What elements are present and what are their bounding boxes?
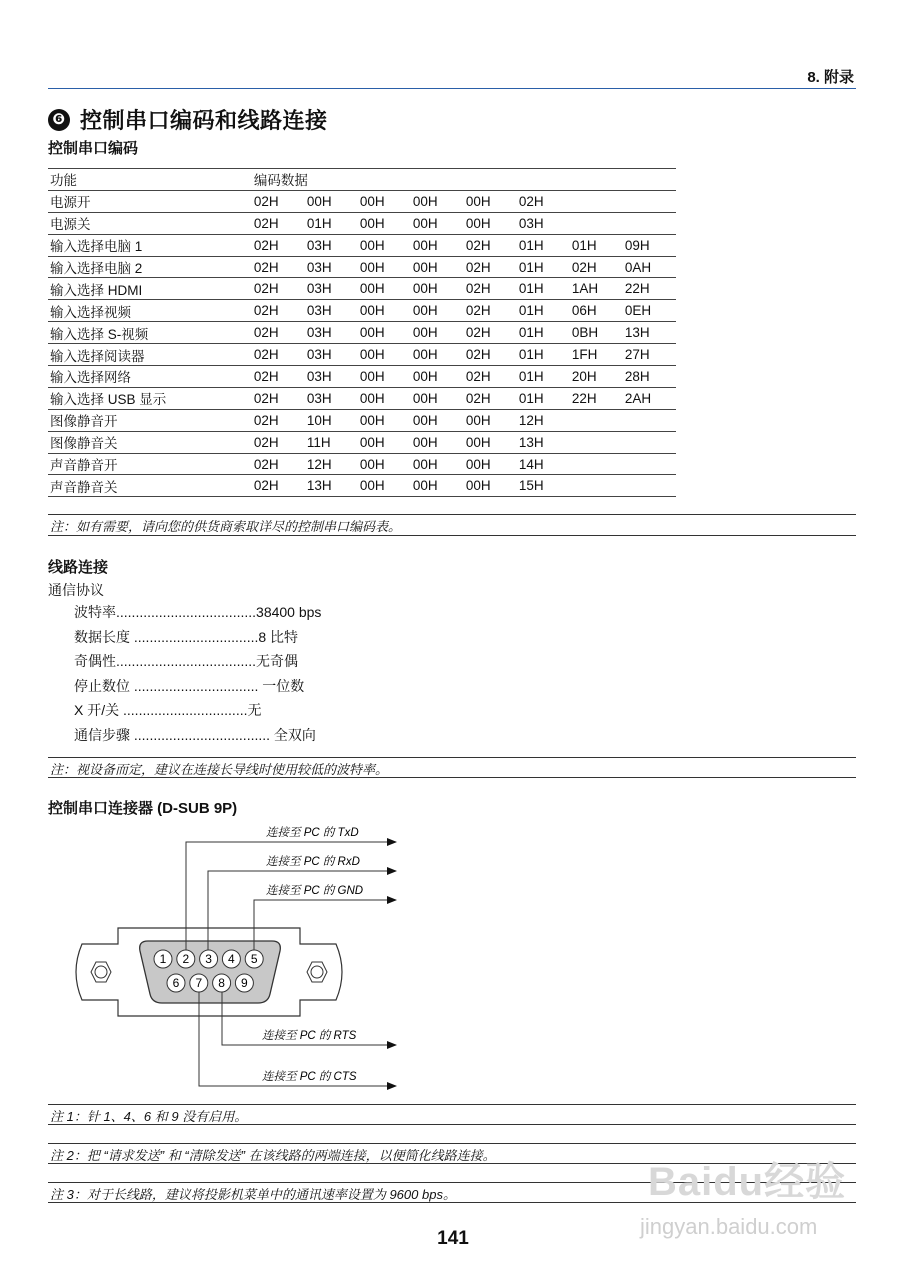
code-cell: 01H [570,234,623,256]
code-cell: 00H [411,453,464,475]
function-cell: 电源关 [48,212,252,234]
pin-7 [190,974,208,992]
code-cell: 00H [411,344,464,366]
code-cell: 02H [464,278,517,300]
function-cell: 输入选择 HDMI [48,278,252,300]
code-cell: 02H [252,212,305,234]
code-cell: 09H [623,234,676,256]
code-cell: 00H [358,322,411,344]
code-cell: 00H [411,190,464,212]
pin-2 [177,950,195,968]
code-cell: 01H [517,366,570,388]
code-cell: 00H [411,431,464,453]
function-cell: 声音静音关 [48,475,252,497]
code-cell: 22H [570,387,623,409]
code-cell: 00H [411,256,464,278]
pin-label: 2 [182,952,190,966]
chapter-label: 8. 附录 [807,69,854,86]
param-dots: .................................... [116,604,257,620]
code-cell: 13H [305,475,358,497]
code-cell: 03H [305,344,358,366]
code-cell: 03H [305,387,358,409]
code-cell: 00H [411,212,464,234]
param-dots: ................................ [133,628,259,645]
param-value: 38400 bps [256,604,322,620]
pin-9 [235,974,253,992]
code-cell: 00H [464,453,517,475]
code-cell: 02H [252,366,305,388]
code-cell: 02H [252,431,305,453]
pin-5 [245,950,263,968]
pin-label: 9 [241,976,248,990]
code-cell: 01H [517,344,570,366]
code-cell: 2AH [623,387,676,409]
function-cell: 声音静音开 [48,453,252,475]
code-cell: 03H [305,300,358,322]
pin-label: 5 [250,952,258,966]
txd-label: 连接至 PC 的 TxD [266,827,359,839]
code-cell: 11H [305,431,358,453]
param-dots: .................................... [116,653,257,669]
code-cell: 00H [464,409,517,431]
code-cell: 00H [464,190,517,212]
right-hex-nut [307,962,327,982]
code-cell: 02H [570,256,623,278]
param-value: 全双向 [270,726,316,743]
code-cell: 02H [252,409,305,431]
code-cell: 02H [517,190,570,212]
code-cell: 00H [358,256,411,278]
code-cell: 00H [358,212,411,234]
protocol-label: 通信协议 [48,582,104,598]
pin-label: 1 [159,952,167,966]
function-cell: 输入选择网络 [48,366,252,388]
column-header-function: 功能 [48,169,252,191]
code-cell: 00H [358,387,411,409]
code-cell: 00H [411,475,464,497]
param-name: 奇偶性 [74,653,116,669]
code-cell: 00H [411,278,464,300]
param-value: 无 [247,702,262,718]
function-cell: 电源开 [48,190,252,212]
pin-8 [213,974,231,992]
function-cell: 输入选择视频 [48,300,252,322]
param-dots: ................................ [133,677,259,694]
code-cell: 00H [358,300,411,322]
section-number: ❻ [48,109,70,131]
code-cell: 00H [411,409,464,431]
code-cell: 02H [464,387,517,409]
code-cell: 12H [517,409,570,431]
pin-label: 6 [172,976,180,990]
code-cell: 02H [252,475,305,497]
param-value: 一位数 [258,677,305,694]
watermark-url: jingyan.baidu.com [640,1214,818,1239]
code-cell: 1FH [570,344,623,366]
code-cell: 00H [358,453,411,475]
code-cell: 02H [252,190,305,212]
connector-heading: 控制串口连接器 (D-SUB 9P) [48,800,238,817]
code-cell: 00H [411,387,464,409]
code-cell: 13H [623,322,676,344]
function-cell: 输入选择电脑 1 [48,234,252,256]
code-cell: 02H [464,300,517,322]
param-name: 通信步骤 [74,726,134,743]
code-cell: 00H [411,366,464,388]
code-cell: 00H [358,366,411,388]
code-cell: 1AH [570,278,623,300]
column-header-code: 编码数据 [252,169,676,191]
code-cell: 00H [305,190,358,212]
left-hex-nut [91,962,111,982]
code-cell: 00H [464,475,517,497]
code-cell: 00H [358,234,411,256]
code-cell: 00H [358,409,411,431]
code-cell: 01H [517,234,570,256]
pin-3 [200,950,218,968]
code-cell: 03H [305,278,358,300]
codes-note: 注：如有需要，请向您的供货商索取详尽的控制串口编码表。 [50,519,402,534]
pin-4 [222,950,240,968]
code-cell: 00H [464,212,517,234]
code-cell: 03H [305,322,358,344]
code-cell: 03H [305,234,358,256]
code-cell: 02H [252,344,305,366]
section-title-text: 控制串口编码和线路连接 [80,108,328,133]
line-heading: 线路连接 [48,559,109,576]
cts-label: 连接至 PC 的 CTS [262,1071,357,1083]
code-cell: 00H [358,344,411,366]
param-name: X 开/关 [74,702,124,718]
function-cell: 输入选择 USB 显示 [48,387,252,409]
note-rule [48,1104,856,1105]
page-number: 141 [437,1228,469,1249]
code-cell: 01H [517,387,570,409]
code-cell: 27H [623,344,676,366]
code-cell: 00H [358,475,411,497]
code-cell: 00H [358,278,411,300]
pin-1 [154,950,172,968]
param-name: 停止数位 [74,677,134,694]
code-cell: 03H [305,256,358,278]
code-cell: 03H [305,366,358,388]
code-cell: 0BH [570,322,623,344]
code-cell: 02H [464,234,517,256]
function-cell: 输入选择 S-视频 [48,322,252,344]
rts-label: 连接至 PC 的 RTS [262,1030,357,1042]
code-cell: 28H [623,366,676,388]
note-rule [48,1143,856,1144]
pin-label: 3 [205,952,212,966]
code-cell: 01H [517,278,570,300]
gnd-label: 连接至 PC 的 GND [266,885,364,897]
note-rule [48,1124,856,1125]
code-cell: 02H [252,256,305,278]
code-cell: 01H [517,322,570,344]
function-cell: 输入选择阅读器 [48,344,252,366]
code-cell: 02H [464,256,517,278]
param-value: 无奇偶 [256,653,299,669]
code-cell: 06H [570,300,623,322]
note-3: 注 3：对于长线路，建议将投影机菜单中的通讯速率设置为 9600 bps。 [50,1187,456,1202]
code-cell: 02H [252,278,305,300]
pin-label: 4 [228,952,235,966]
note-2: 注 2：把 “请求发送” 和 “清除发送” 在该线路的两端连接，以便简化线路连接。 [50,1148,496,1163]
codes-heading: 控制串口编码 [48,140,139,157]
rxd-label: 连接至 PC 的 RxD [266,856,360,868]
param-value: 8 比特 [258,628,299,645]
code-cell: 13H [517,431,570,453]
code-cell: 02H [252,387,305,409]
pin-6 [167,974,185,992]
code-cell: 00H [464,431,517,453]
code-cell: 01H [517,300,570,322]
code-cell: 02H [464,322,517,344]
function-cell: 图像静音开 [48,409,252,431]
code-cell: 0EH [623,300,676,322]
code-cell: 01H [305,212,358,234]
pin-label: 7 [195,976,203,990]
code-cell: 02H [252,453,305,475]
code-cell: 00H [411,234,464,256]
line-note: 注：视设备而定，建议在连接长导线时使用较低的波特率。 [50,762,389,777]
note-1: 注 1：针 1、4、6 和 9 没有启用。 [50,1109,248,1124]
param-name: 波特率 [74,604,116,620]
function-cell: 输入选择电脑 2 [48,256,252,278]
pin-label: 8 [218,976,225,990]
code-cell: 15H [517,475,570,497]
code-cell: 10H [305,409,358,431]
code-cell: 20H [570,366,623,388]
code-cell: 01H [517,256,570,278]
code-cell: 00H [358,431,411,453]
code-cell: 00H [411,322,464,344]
param-dots: ................................... [133,726,271,743]
code-cell: 02H [252,234,305,256]
code-cell: 14H [517,453,570,475]
code-cell: 0AH [623,256,676,278]
code-cell: 02H [464,366,517,388]
code-cell: 02H [464,344,517,366]
param-dots: ................................ [123,702,248,718]
function-cell: 图像静音关 [48,431,252,453]
code-cell: 00H [411,300,464,322]
code-cell: 02H [252,322,305,344]
baidu-watermark: Baidu经验 [648,1160,847,1204]
code-cell: 22H [623,278,676,300]
code-cell: 03H [517,212,570,234]
param-name: 数据长度 [74,628,134,645]
code-cell: 12H [305,453,358,475]
code-cell: 00H [358,190,411,212]
code-cell: 02H [252,300,305,322]
